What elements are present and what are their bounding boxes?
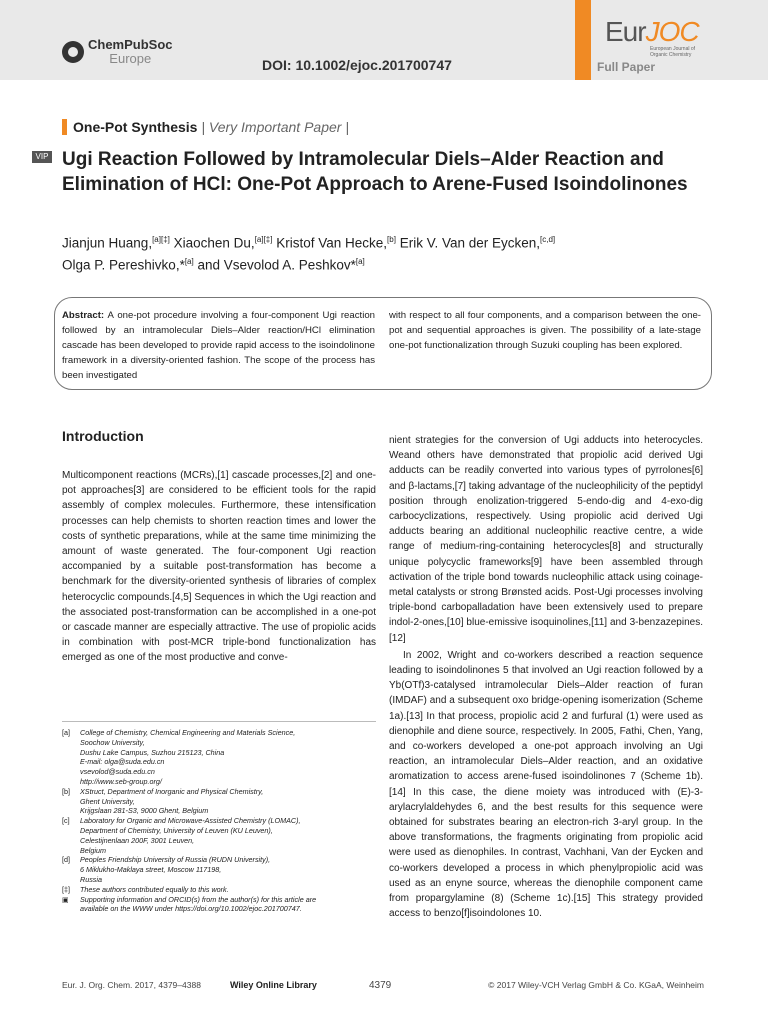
footnote: [d] Peoples Friendship University of Russia (RUDN University), 6 Miklukho-Maklaya street, Moscow 117198, Russia [62,855,271,884]
article-title: Ugi Reaction Followed by Intramolecular Diels–Alder Reaction and Elimination of HCl: One-Pot Approach to Arene-Fused Isoindolinones [62,149,688,195]
author[interactable]: and Vsevolod A. Peshkov* [193,257,356,272]
chempubsoc-logo[interactable] [62,38,173,66]
journal-joc: JOC [645,16,699,47]
section-topic: One-Pot Synthesis [73,119,198,135]
footnotes [62,728,376,914]
author[interactable]: Kristof Van Hecke, [272,235,388,251]
abstract-right: with respect to all four components, and a comparison between the one-pot and sequential approaches is given. The possibility of a late-stage one-pot functionalization through Suzuki coupling has been explored. [389,310,701,351]
footnote-supporting-info: ▣ Supporting information and ORCID(s) from the author(s) for this article are available on the WWW under https://doi.org/10.1002/ejoc.201700747. [62,894,317,914]
author[interactable]: Xiaochen Du, [169,235,255,251]
article-type: Full Paper [597,60,656,74]
section-tag: | Very Important Paper | [201,119,349,135]
footnote-divider [62,721,376,722]
author[interactable]: Olga P. Pereshivko,* [62,257,185,272]
footnote: [a] College of Chemistry, Chemical Engineering and Materials Science, Soochow University, Dushu Lake Campus, Suzhou 215123, China E-mail: olga@suda.edu.cn vsevolod@suda.edu.cn http://www.seb-group.org/ [62,728,296,786]
author[interactable]: Jianjun Huang, [62,235,153,251]
doi[interactable]: DOI: 10.1002/ejoc.201700747 [262,57,452,73]
section-heading: Introduction [62,428,144,444]
logo-line2: Europe [109,51,152,66]
author-list [62,231,712,274]
author-affil: [a][‡] [254,235,273,244]
paragraph: nient strategies for the conversion of Ugi adducts into heterocycles. Weand others have demonstrated that propiolic acid derived Ugi adducts can be readily converted into various types of pyrrolones[6] and β-lactams,[7] taking advantage of the nucleophilicity of the peptidyl position through enolization-triggered 5-endo-dig and 4-exo-dig carbocyclizations, respectively. Using propiolic acid derived Ugi adducts bearing an additional nucleophilic reactive centre, a wide range of medium-ring-containing heterocycles[8] and structurally unique polycyclic frameworks[9] have been assembled through activation of the triple bond towards nucleophilic attack using coinage-metal catalysts or strong Brønsted acids. Post-Ugi processes involving triple-bond carbopalladation have been extensively used to prepare indol-2-ones,[10] blue-emissive isoquinolines,[11] and 3-benzazepines.[12] [389,435,703,644]
abstract-left [62,308,375,383]
author-affil: [a][‡] [152,235,170,244]
author[interactable]: Erik V. Van der Eycken, [395,235,541,251]
author-affil: [a] [355,256,365,266]
author-affil: [a] [184,256,194,266]
vip-badge: VIP [32,151,52,163]
citation: Eur. J. Org. Chem. 2017, 4379–4388 [62,980,201,990]
footnote: [b] XStruct, Department of Inorganic and Physical Chemistry, Ghent University, Krijgslaan 281-S3, 9000 Ghent, Belgium [62,786,264,816]
paragraph: Multicomponent reactions (MCRs),[1] cascade processes,[2] and one-pot approaches[3] are considered to be efficient tools for the rapid assembly of complex molecules. Furthermore, these intensification processes can help chemists to shorten reaction times and lower the costs of synthetic preparations, while at the same time minimizing the amount of waste generated. The four-component Ugi reaction accompanied by a suitable post-transformation has become a benchmark for the diversity-oriented synthesis of libraries of complex heterocyclic compounds.[4,5] Sequences in which the Ugi reaction and the associated post-transformation can be accomplished in a one-pot or cascade manner are especially attractive. The use of propiolic acids in combination with post-MCR triple-bond functionalization has emerged as one of the most productive and conve- [62,470,376,664]
copyright: © 2017 Wiley-VCH Verlag GmbH & Co. KGaA, Weinheim [488,980,704,990]
abstract-label: Abstract: [62,310,105,321]
footnote: [c] Laboratory for Organic and Microwave-Assisted Chemistry (LOMAC), Department of Chemistry, University of Leuven (KU Leuven), Celestijnenlaan 200F, 3001 Leuven, Belgium [62,816,301,855]
abstract-text-left: A one-pot procedure involving a four-component Ugi reaction followed by an intramolecular Diels–Alder reaction/HCl elimination cascade has been developed to provide rapid access to the isoindolinone framework in a diversity-oriented fashion. The scope of the process has been investigated [62,310,375,381]
page-number: 4379 [369,980,392,991]
journal-eur: Eur [605,16,646,47]
section-line [73,119,349,135]
author-affil: [b] [387,235,396,244]
paragraph: In 2002, Wright and co-workers described a reaction sequence leading to isoindolinones 5 that involved an Ugi reaction followed by a Yb(OTf)3-catalysed intramolecular Diels–Alder reaction of furan (IMDAF) and a subsequent oxo bridge-opening isomerization (Scheme 1a).[13] In that process, propiolic acid 2 and furfural (1) were used as dienophile and diene source, respectively. In 2005, Fathi, Chen, Yang, and co-workers developed a one-pot approach involving an Ugi reaction, an intramolecular Diels–Alder reaction, and an oxidative aromatization to access arene-fused isoindolinones 7 (Scheme 1b).[14] In this case, the diene moiety was introduced with (E)-3-arylacrylaldehydes 6, and the best results for this sequence were obtained for substrates bearing an electron-rich 3-aryl group. In the above transformations, the fragments originating from propiolic acid were used as dienophiles. In contrast, Vachhani, Van der Eycken and co-workers developed a process in which phenylpropiolic acid was used as an enyne source, whereas the dienophile component came from propargylamine (8) (Scheme 1c).[15] This strategy provided access to benzo[f]isoindolones 10. [389,649,703,920]
author-affil: [c,d] [540,235,556,244]
footnote: [‡] These authors contributed equally to this work. [62,884,229,894]
logo-line1: ChemPubSoc [88,37,173,52]
chempubsoc-icon [62,41,84,63]
section-marker [62,119,67,135]
journal-subtitle: European Journal of Organic Chemistry [650,46,696,58]
body-column-left [62,468,376,666]
accent-block [575,0,591,80]
journal-logo[interactable] [605,16,699,48]
body-column-right [389,433,703,922]
wiley-library-link[interactable]: Wiley Online Library [230,980,317,990]
orcid-icon: ▣ [62,894,69,904]
